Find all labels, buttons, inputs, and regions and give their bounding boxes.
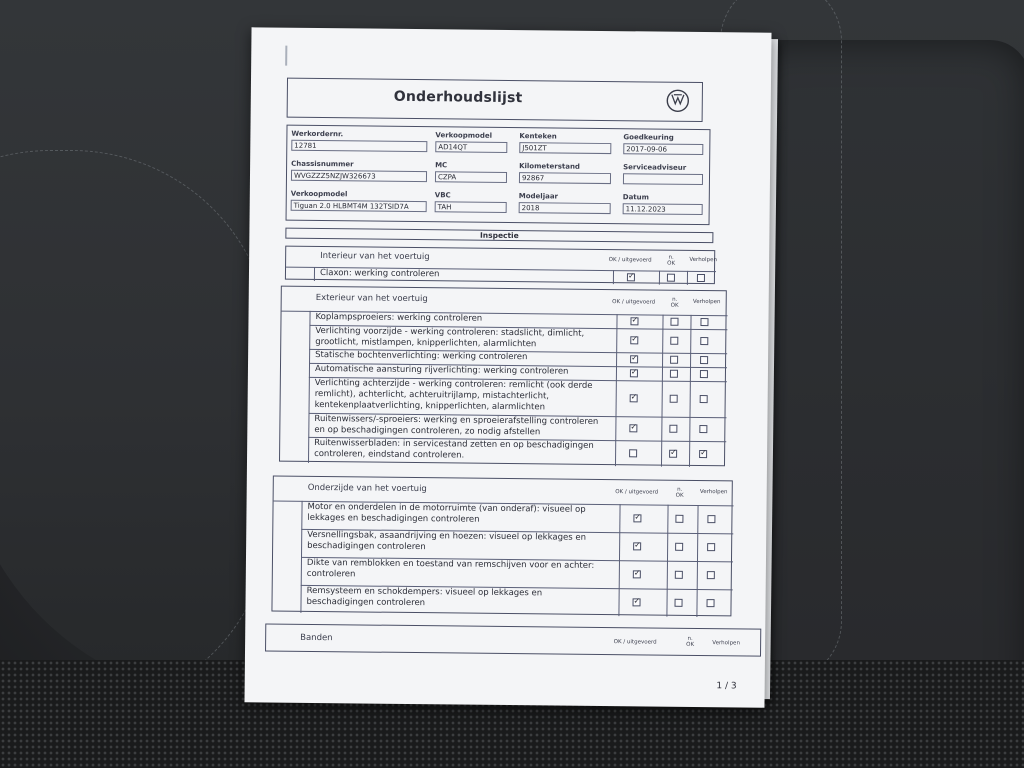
verholpen-checkbox bbox=[700, 370, 708, 378]
field-label: Werkordernr. bbox=[291, 129, 344, 139]
verholpen-checkbox bbox=[700, 356, 708, 364]
left-margin-line bbox=[314, 267, 315, 281]
field-value: 92867 bbox=[519, 172, 611, 184]
col-header-not-ok: n. bbox=[668, 254, 674, 261]
verholpen-checkbox bbox=[700, 337, 708, 345]
ok-checkbox bbox=[627, 273, 635, 281]
checklist-row-text: Motor en onderdelen in de motorruimte (van onderaf): visueel op lekkages en beschadigingen controleren bbox=[307, 501, 586, 525]
not-ok-checkbox bbox=[667, 274, 675, 282]
vehicle-info-box bbox=[286, 125, 711, 225]
col-header-not-ok: OK bbox=[675, 492, 684, 499]
page-number: 1 / 3 bbox=[716, 681, 737, 692]
column-divider bbox=[613, 270, 614, 284]
ok-checkbox bbox=[633, 570, 641, 578]
col-header-not-ok: n. bbox=[677, 486, 683, 493]
col-header-ok: OK / uitgevoerd bbox=[608, 257, 652, 264]
ok-checkbox bbox=[633, 598, 641, 606]
ok-checkbox bbox=[630, 336, 638, 344]
ok-checkbox bbox=[630, 317, 638, 325]
field-value: 11.12.2023 bbox=[623, 203, 703, 215]
section-title: Onderzijde van het voertuig bbox=[307, 482, 427, 495]
field-label: VBC bbox=[434, 191, 451, 200]
checklist-row-text: Automatische aansturing rijverlichting: werking controleren bbox=[314, 363, 569, 377]
ok-checkbox bbox=[629, 424, 637, 432]
checklist-row-text: Koplampsproeiers: werking controleren bbox=[315, 311, 483, 324]
ok-checkbox bbox=[633, 542, 641, 550]
section-title: Interieur van het voertuig bbox=[320, 251, 430, 263]
not-ok-checkbox bbox=[669, 450, 677, 458]
vw-logo-icon bbox=[666, 89, 690, 113]
title-box bbox=[287, 78, 703, 122]
field-value: WVGZZZ5NZJW326673 bbox=[291, 170, 427, 182]
verholpen-checkbox bbox=[699, 450, 707, 458]
field-label: Kenteken bbox=[519, 132, 557, 141]
verholpen-checkbox bbox=[700, 318, 708, 326]
col-header-not-ok: OK bbox=[670, 302, 679, 309]
ok-checkbox bbox=[630, 369, 638, 377]
field-label: Verkoopmodel bbox=[435, 131, 493, 140]
field-value: 2018 bbox=[519, 202, 611, 214]
col-header-verholpen: Verholpen bbox=[692, 298, 721, 306]
checklist-row-text: Remsysteem en schokdempers: visueel op lekkages en beschadigingen controleren bbox=[306, 585, 543, 609]
inspectie-title: Inspectie bbox=[479, 230, 519, 241]
not-ok-checkbox bbox=[670, 356, 678, 364]
staple-mark bbox=[285, 46, 287, 66]
col-header-ok: OK / uitgevoerd bbox=[612, 299, 656, 306]
field-label: MC bbox=[435, 161, 448, 170]
banden-table bbox=[265, 623, 761, 656]
left-margin-line bbox=[308, 311, 311, 463]
field-label: Datum bbox=[622, 193, 650, 202]
seat-stitching bbox=[0, 150, 272, 712]
not-ok-checkbox bbox=[670, 337, 678, 345]
onderzijde-table bbox=[271, 476, 732, 617]
field-label: Kilometerstand bbox=[519, 162, 581, 171]
field-label: Modeljaar bbox=[518, 192, 559, 201]
section-title: Banden bbox=[300, 632, 333, 644]
ok-checkbox bbox=[629, 449, 637, 457]
field-value: Tiguan 2.0 HLBMT4M 132TSID7A bbox=[291, 200, 427, 212]
inspectie-bar bbox=[285, 228, 713, 243]
field-value: J501ZT bbox=[519, 142, 611, 154]
checklist-row-text: Statische bochtenverlichting: werking controleren bbox=[315, 349, 528, 363]
field-label: Goedkeuring bbox=[623, 133, 674, 142]
field-value: 2017-09-06 bbox=[623, 143, 703, 155]
column-divider bbox=[615, 314, 618, 466]
field-value: TAH bbox=[435, 201, 507, 213]
checklist-row-text: Claxon: werking controleren bbox=[319, 268, 440, 280]
column-divider bbox=[659, 271, 660, 285]
interieur-table bbox=[285, 246, 715, 285]
ok-checkbox bbox=[630, 394, 638, 402]
not-ok-checkbox bbox=[670, 395, 678, 403]
col-header-not-ok: n. bbox=[687, 635, 693, 642]
checklist-row-text: Verlichting achterzijde - werking controleren: remlicht (ook derde remlicht), achterlicht, achteruitrijlamp, mistachterlicht, kentekenplaatverlichting, knipperlichten, alarmlichten bbox=[314, 377, 593, 413]
checklist-row-text: Dikte van remblokken en toestand van remschijven voor en achter: controleren bbox=[306, 557, 595, 580]
checklist-row-text: Ruitenwissers/-sproeiers: werking en sproeierafstelling controleren en op beschadigingen controleren, zo nodig afstellen bbox=[314, 413, 599, 438]
col-header-verholpen: Verholpen bbox=[699, 489, 728, 496]
exterieur-table bbox=[279, 286, 727, 467]
document-title: Onderhoudslijst bbox=[393, 88, 523, 107]
field-value: CZPA bbox=[435, 171, 507, 183]
verholpen-checkbox bbox=[697, 274, 705, 282]
field-label: Chassisnummer bbox=[291, 159, 354, 169]
ok-checkbox bbox=[633, 514, 641, 522]
column-divider bbox=[661, 315, 664, 467]
col-header-not-ok: OK bbox=[667, 260, 676, 267]
not-ok-checkbox bbox=[669, 425, 677, 433]
field-label: Verkoopmodel bbox=[290, 189, 348, 199]
field-label: Serviceadviseur bbox=[623, 163, 687, 172]
maintenance-sheet bbox=[244, 27, 771, 707]
verholpen-checkbox bbox=[700, 395, 708, 403]
ok-checkbox bbox=[630, 355, 638, 363]
section-title: Exterieur van het voertuig bbox=[315, 292, 428, 305]
field-value: AD14QT bbox=[435, 141, 507, 153]
not-ok-checkbox bbox=[675, 571, 683, 579]
col-header-verholpen: Verholpen bbox=[689, 256, 717, 264]
not-ok-checkbox bbox=[675, 543, 683, 551]
checklist-row-text: Verlichting voorzijde - werking controleren: stadslicht, dimlicht, grootlicht, mistlampen, knipperlichten, alarmlichten bbox=[315, 325, 585, 350]
not-ok-checkbox bbox=[675, 599, 683, 607]
verholpen-checkbox bbox=[707, 599, 715, 607]
col-header-not-ok: n. bbox=[672, 296, 678, 303]
verholpen-checkbox bbox=[707, 515, 715, 523]
verholpen-checkbox bbox=[699, 425, 707, 433]
verholpen-checkbox bbox=[707, 571, 715, 579]
not-ok-checkbox bbox=[675, 515, 683, 523]
col-header-ok: OK / uitgevoerd bbox=[613, 639, 657, 646]
not-ok-checkbox bbox=[670, 318, 678, 326]
not-ok-checkbox bbox=[670, 370, 678, 378]
column-divider bbox=[687, 271, 688, 285]
field-value bbox=[623, 173, 703, 185]
col-header-ok: OK / uitgevoerd bbox=[615, 489, 659, 496]
checklist-row-text: Ruitenwisserbladen: in servicestand zetten en op beschadigingen controleren, eindstand controleren. bbox=[314, 437, 594, 461]
column-divider bbox=[689, 315, 692, 467]
verholpen-checkbox bbox=[707, 543, 715, 551]
col-header-not-ok: OK bbox=[686, 641, 695, 648]
checklist-row-text: Versnellingsbak, asaandrijving en hoezen: visueel op lekkages en beschadigingen controleren bbox=[307, 529, 587, 553]
col-header-verholpen: Verholpen bbox=[712, 640, 740, 647]
field-value: 12781 bbox=[291, 140, 427, 152]
